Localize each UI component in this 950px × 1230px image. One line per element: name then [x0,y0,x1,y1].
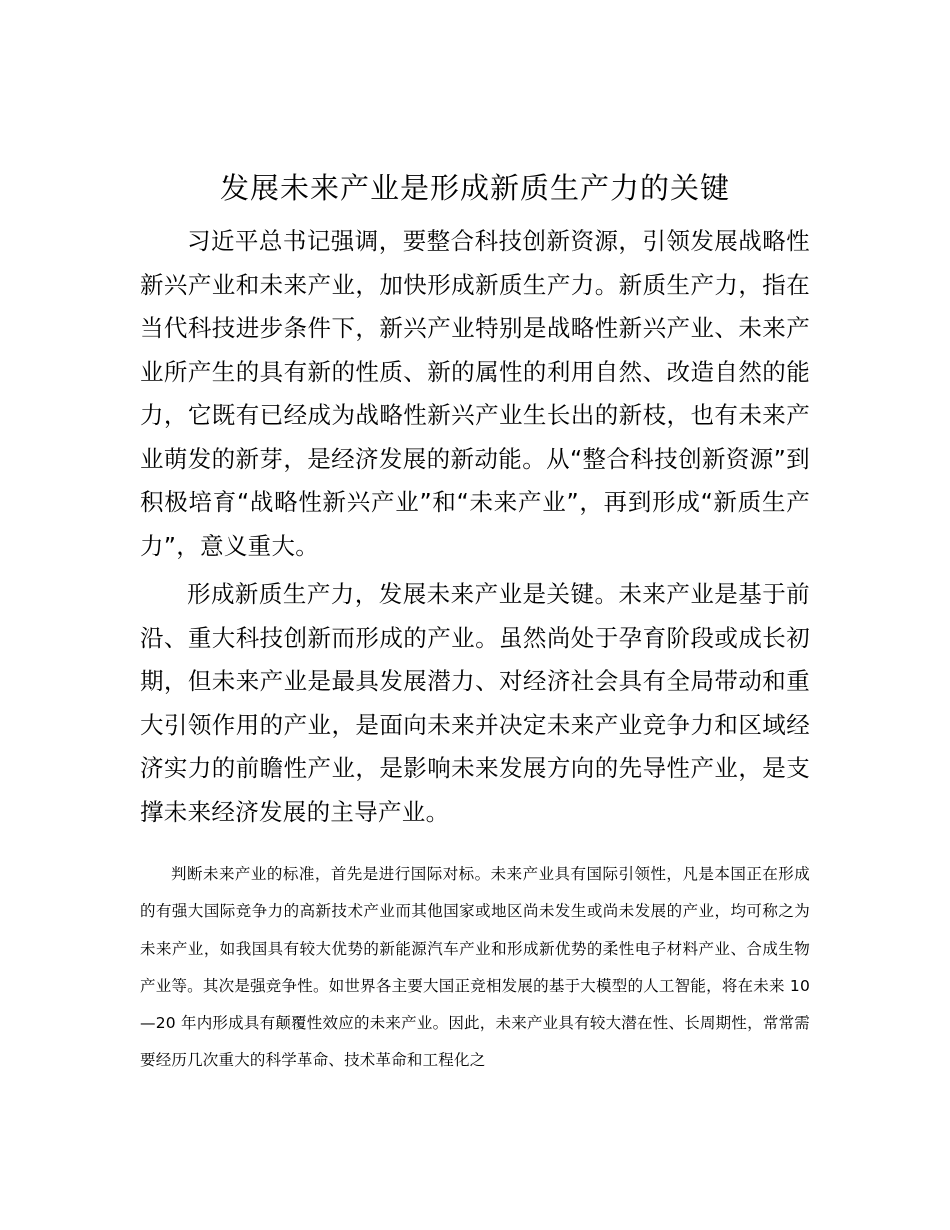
paragraph-3: 判断未来产业的标准，首先是进行国际对标。未来产业具有国际引领性，凡是本国正在形成的有强大国际竞争力的高新技术产业而其他国家或地区尚未发生或尚未发展的产业，均可称之为未来产业，如我国具有较大优势的新能源汽车产业和形成新优势的柔性电子材料产业、合成生物产业等。其次是强竞争性。如世界各主要大国正竞相发展的基于大模型的人工智能，将在未来 10—20 年内形成具有颠覆性效应的未来产业。因此，未来产业具有较大潜在性、长周期性，常常需要经历几次重大的科学革命、技术革命和工程化之 [140,865,810,1070]
paragraph-1: 习近平总书记强调，要整合科技创新资源，引领发展战略性新兴产业和未来产业，加快形成新质生产力。新质生产力，指在当代科技进步条件下，新兴产业特别是战略性新兴产业、未来产业所产生的具有新的性质、新的属性的利用自然、改造自然的能力，它既有已经成为战略性新兴产业生长出的新枝，也有未来产业萌发的新芽，是经济发展的新动能。从“整合科技创新资源”到积极培育“战略性新兴产业”和“未来产业”，再到形成“新质生产力”，意义重大。 [140,227,810,560]
document-page [140,165,810,1080]
document-title: 发展未来产业是形成新质生产力的关键 [219,171,730,205]
paragraph-2: 形成新质生产力，发展未来产业是关键。未来产业是基于前沿、重大科技创新而形成的产业。虽然尚处于孕育阶段或成长初期，但未来产业是最具发展潜力、对经济社会具有全局带动和重大引领作用的产业，是面向未来并决定未来产业竞争力和区域经济实力的前瞻性产业，是影响未来发展方向的先导性产业，是支撑未来经济发展的主导产业。 [140,580,810,826]
